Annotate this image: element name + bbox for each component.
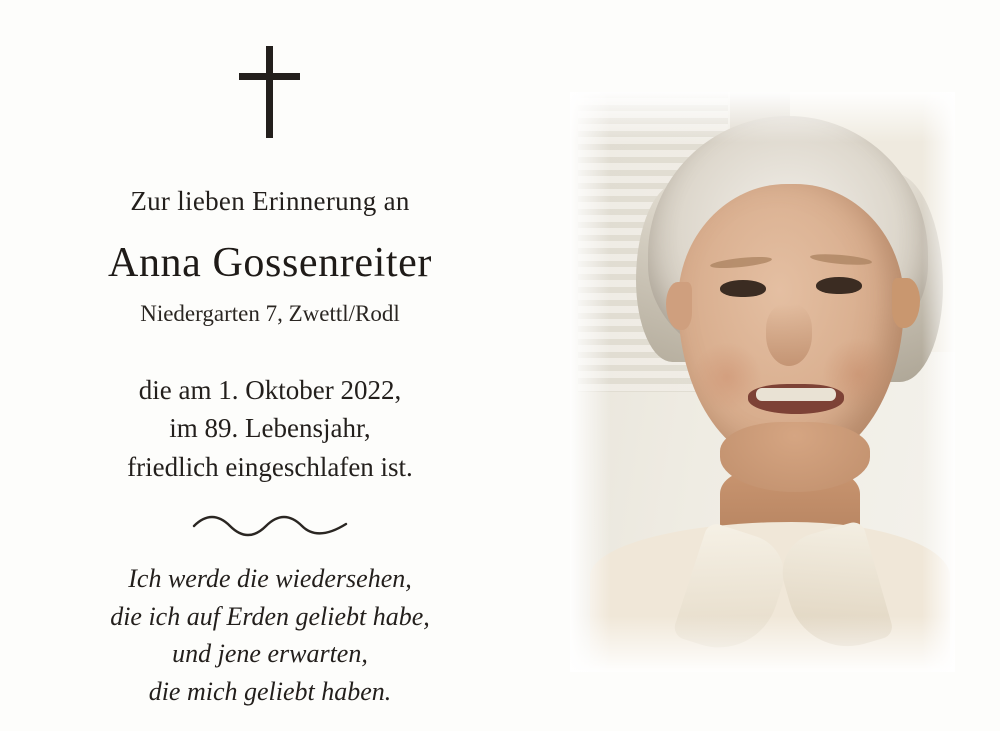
deceased-address: Niedergarten 7, Zwettl/Rodl [140, 301, 400, 326]
death-details-line: die am 1. Oktober 2022, [138, 375, 402, 405]
death-details-line: im 89. Lebensjahr, [169, 413, 371, 444]
cross-horizontal-bar [239, 73, 300, 80]
death-details-line: friedlich eingeschlafen ist. [127, 451, 413, 482]
deceased-name: Anna Gossenreiter [108, 240, 432, 286]
eye-right [816, 277, 862, 294]
portrait-photo [570, 92, 955, 672]
nose [766, 304, 812, 366]
memorial-verse [110, 560, 430, 711]
cross-icon [235, 46, 305, 138]
portrait-illustration [570, 92, 955, 672]
death-details [127, 371, 413, 486]
verse-line: die ich auf Erden geliebt habe, [110, 601, 430, 631]
teeth [756, 388, 836, 401]
cross-vertical-bar [266, 46, 273, 138]
chin [720, 422, 870, 492]
verse-line: die mich geliebt haben. [148, 677, 392, 707]
verse-line: und jene erwarten, [172, 639, 368, 669]
mouth [748, 384, 844, 414]
memory-line: Zur lieben Erinnerung an [130, 186, 410, 216]
verse-line: Ich werde die wiedersehen, [128, 563, 412, 593]
eye-left [720, 280, 766, 297]
wave-divider-icon [190, 512, 350, 538]
ear-left [666, 282, 692, 330]
